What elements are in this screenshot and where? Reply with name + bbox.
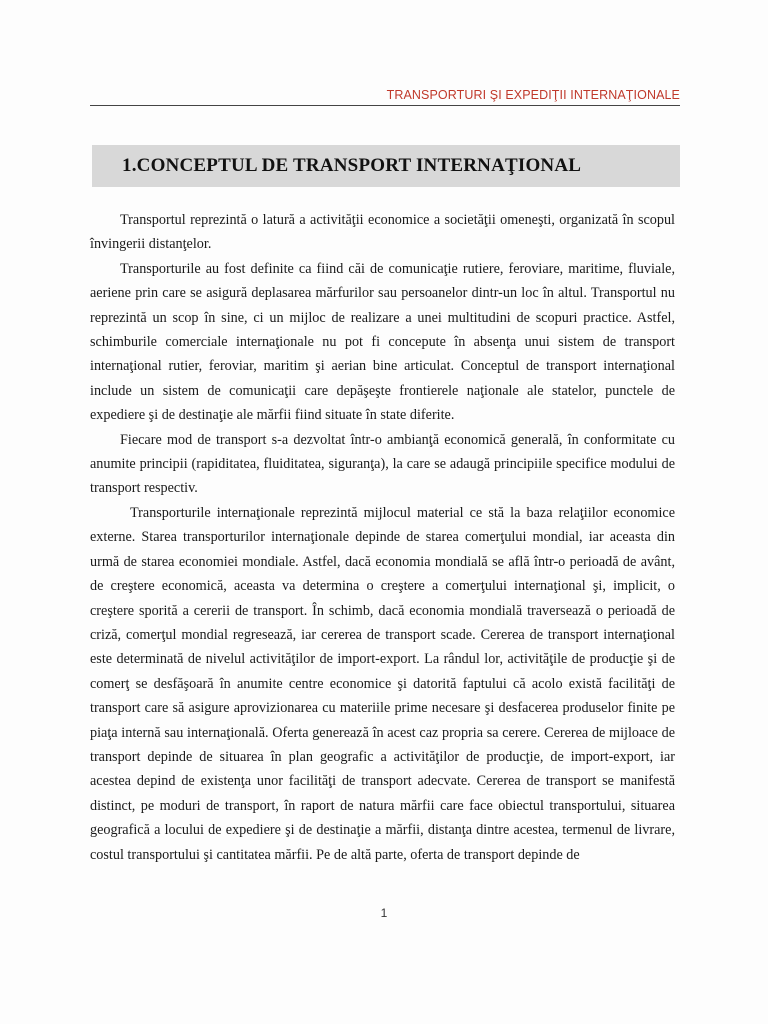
- running-header: TRANSPORTURI ŞI EXPEDIŢII INTERNAŢIONALE: [386, 88, 680, 102]
- page-number: 1: [380, 906, 388, 920]
- body-text: [90, 208, 675, 867]
- paragraph-4: Transporturile internaţionale reprezintă mijlocul material ce stă la baza relaţiilor economice externe. Starea transporturilor internaţionale depinde de starea comerţului mondial, iar aceasta din urmă de starea economiei mondiale. Astfel, dacă economia mondială se află într-o perioadă de avânt, de creştere economică, aceasta va determina o creştere a comerţului internaţional şi, implicit, o creştere sporită a cererii de transport. În schimb, dacă economia mondială traversează o perioadă de criză, comerţul mondial regresează, iar cererea de transport scade. Cererea de transport internaţional este determinată de nivelul activităţilor de import-export. La rândul lor, activităţile de producţie şi de comerţ se desfăşoară în anumite centre economice şi datorită faptului că acolo există facilităţi de transport care să asigure aprovizionarea cu materiile prime necesare şi desfacerea produselor finite pe piaţa internă sau internaţională. Oferta generează în acest caz propria sa cerere. Cererea de mijloace de transport depinde de situarea în plan geografic a activităţilor de producţie, de import-export, iar acestea depind de existenţa unor facilităţi de transport adecvate. Cererea de transport se manifestă distinct, pe moduri de transport, în raport de natura mărfii care face obiectul transportului, situarea geografică a locului de expediere şi de destinaţie a mărfii, distanţa dintre acestea, termenul de livrare, costul transportului şi cantitatea mărfii. Pe de altă parte, oferta de transport depinde de: [90, 504, 675, 863]
- header-rule: [90, 105, 680, 106]
- paragraph-1: Transportul reprezintă o latură a activităţii economice a societăţii omeneşti, organizată în scopul învingerii distanţelor.: [90, 212, 675, 253]
- chapter-title-band: [92, 145, 680, 187]
- paragraph-2: Transporturile au fost definite ca fiind căi de comunicaţie rutiere, feroviare, maritime, fluviale, aeriene prin care se asigură deplasarea mărfurilor sau persoanelor dintr-un loc în altul. Transportul nu reprezintă un scop în sine, ci un mijloc de realizare a unei multitudini de scopuri practice. Astfel, schimburile comerciale internaţionale nu pot fi concepute în absenţa unui sistem de transport internaţional rutier, feroviar, maritim şi aerian bine articulat. Conceptul de transport internaţional include un sistem de comunicaţii care depăşeşte frontierele naţionale ale statelor, punctele de expediere şi de destinaţie ale mărfii fiind situate în state diferite.: [90, 260, 675, 424]
- chapter-title: 1.CONCEPTUL DE TRANSPORT INTERNAŢIONAL: [122, 155, 582, 176]
- paragraph-3: Fiecare mod de transport s-a dezvoltat într-o ambianţă economică generală, în conformitate cu anumite principii (rapiditatea, fluiditatea, siguranţa), la care se adaugă principiile specifice modului de transport respectiv.: [90, 431, 675, 497]
